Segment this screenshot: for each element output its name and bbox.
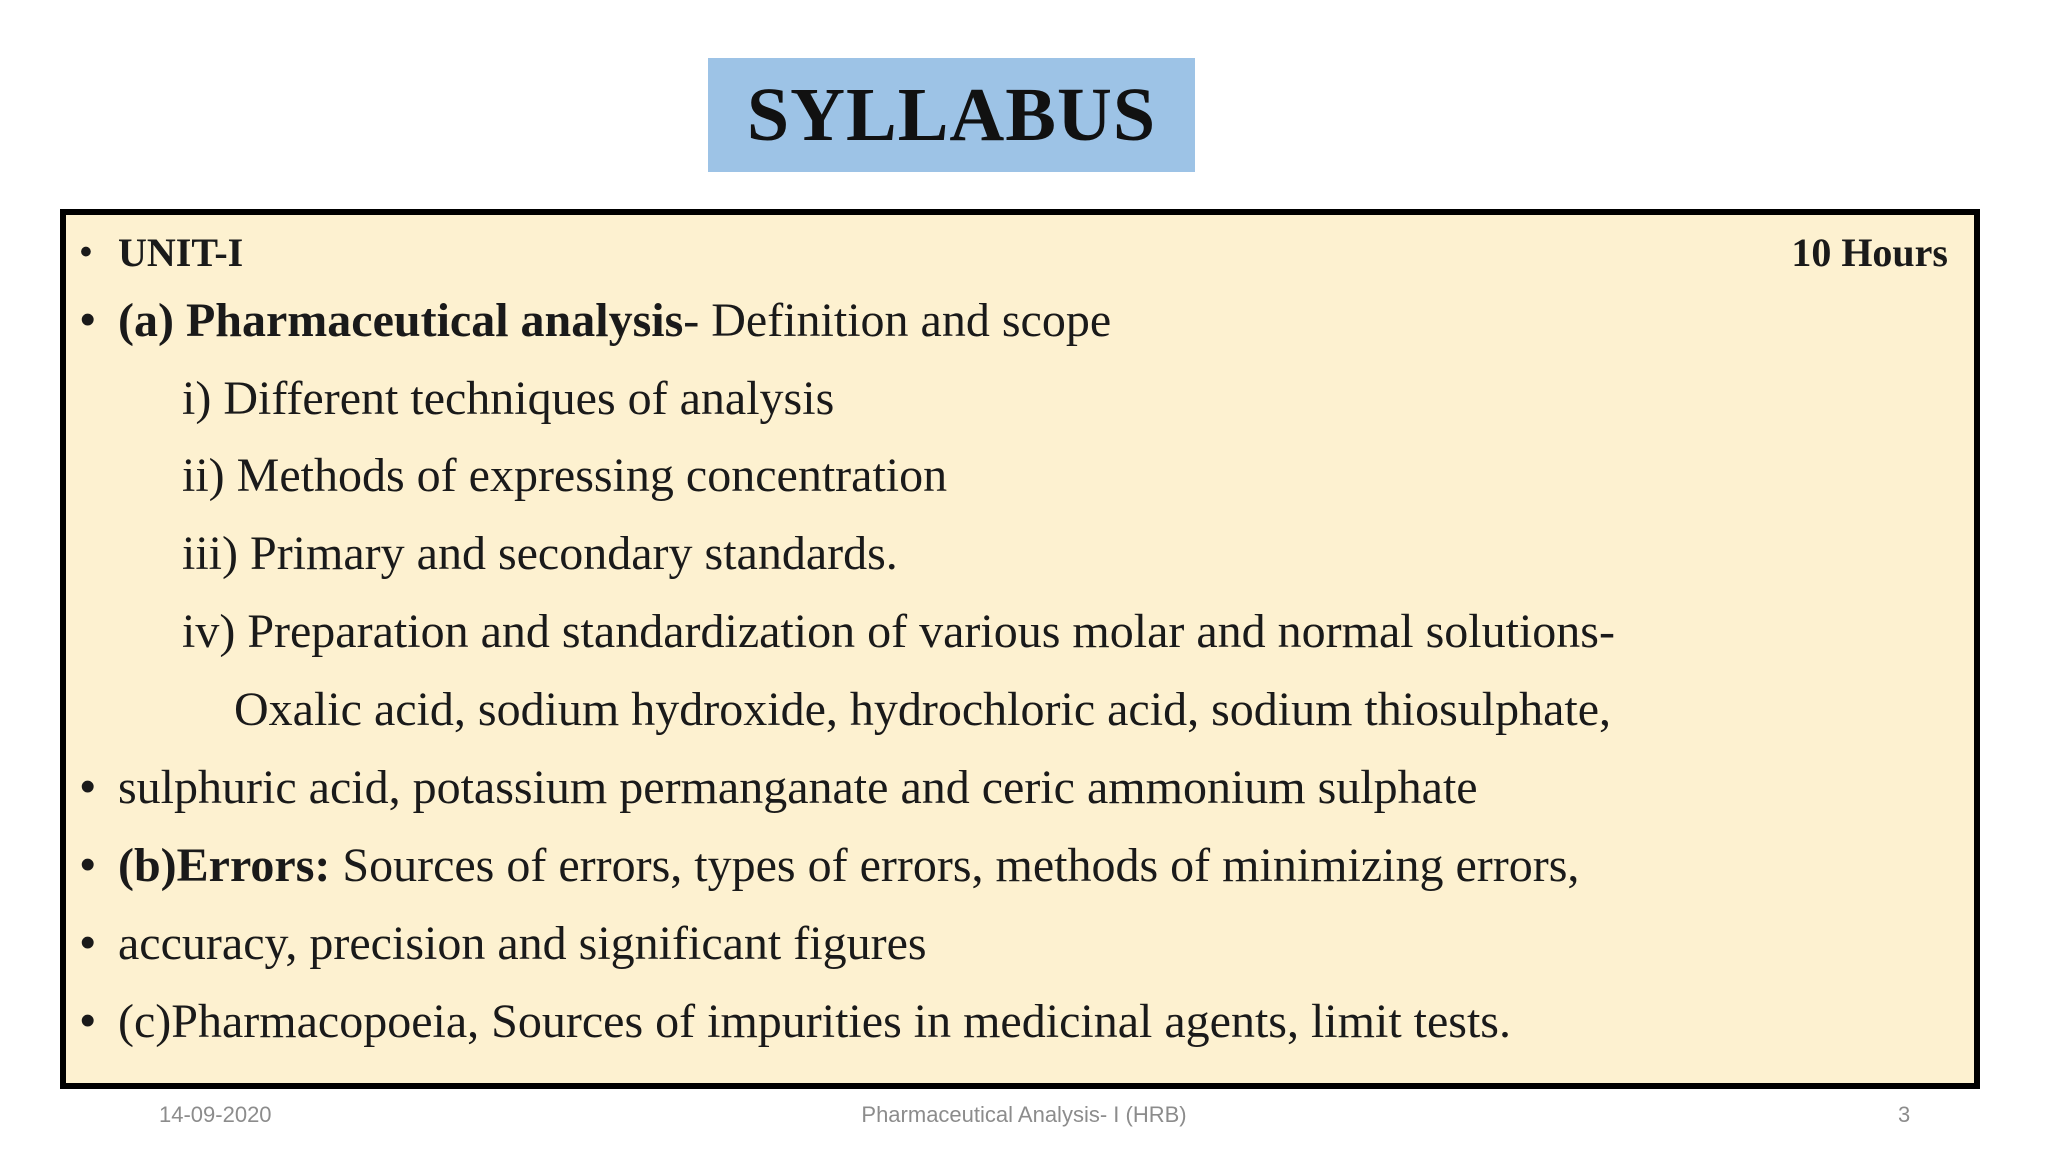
- subitem-iii-text: iii) Primary and secondary standards.: [182, 527, 898, 580]
- item-a-text: - Definition and scope: [683, 294, 1112, 347]
- bullet-icon: •: [80, 233, 92, 271]
- footer-subject: Pharmaceutical Analysis- I (HRB): [861, 1102, 1187, 1127]
- item-accuracy-text: accuracy, precision and significant figures: [118, 917, 927, 970]
- item-c-text: (c)Pharmacopoeia, Sources of impurities in medicinal agents, limit tests.: [118, 995, 1511, 1048]
- slide-title-box: [708, 58, 1195, 172]
- bullet-icon: •: [80, 840, 96, 889]
- item-solutions-text: sulphuric acid, potassium permanganate and ceric ammonium sulphate: [118, 761, 1478, 814]
- slide-title: SYLLABUS: [746, 72, 1157, 157]
- bullet-icon: •: [80, 295, 96, 344]
- item-a-bold: (a) Pharmaceutical analysis: [118, 294, 684, 347]
- syllabus-content-box: [60, 209, 1980, 1089]
- footer-page-number: 3: [1898, 1102, 1911, 1127]
- bullet-icon: •: [80, 996, 96, 1045]
- item-b-text: Sources of errors, types of errors, methods of minimizing errors,: [330, 839, 1580, 892]
- subitem-iv-continued-text: Oxalic acid, sodium hydroxide, hydrochloric acid, sodium thiosulphate,: [234, 683, 1612, 736]
- bullet-icon: •: [80, 762, 96, 811]
- subitem-iv-text: iv) Preparation and standardization of various molar and normal solutions-: [182, 605, 1615, 658]
- unit-hours: 10 Hours: [1791, 230, 1948, 275]
- bullet-icon: •: [80, 918, 96, 967]
- subitem-ii-text: ii) Methods of expressing concentration: [182, 449, 948, 502]
- unit-label: UNIT-I: [118, 230, 244, 275]
- item-b-bold: (b)Errors:: [118, 839, 331, 892]
- footer-date: 14-09-2020: [159, 1102, 272, 1127]
- subitem-i-text: i) Different techniques of analysis: [182, 372, 835, 425]
